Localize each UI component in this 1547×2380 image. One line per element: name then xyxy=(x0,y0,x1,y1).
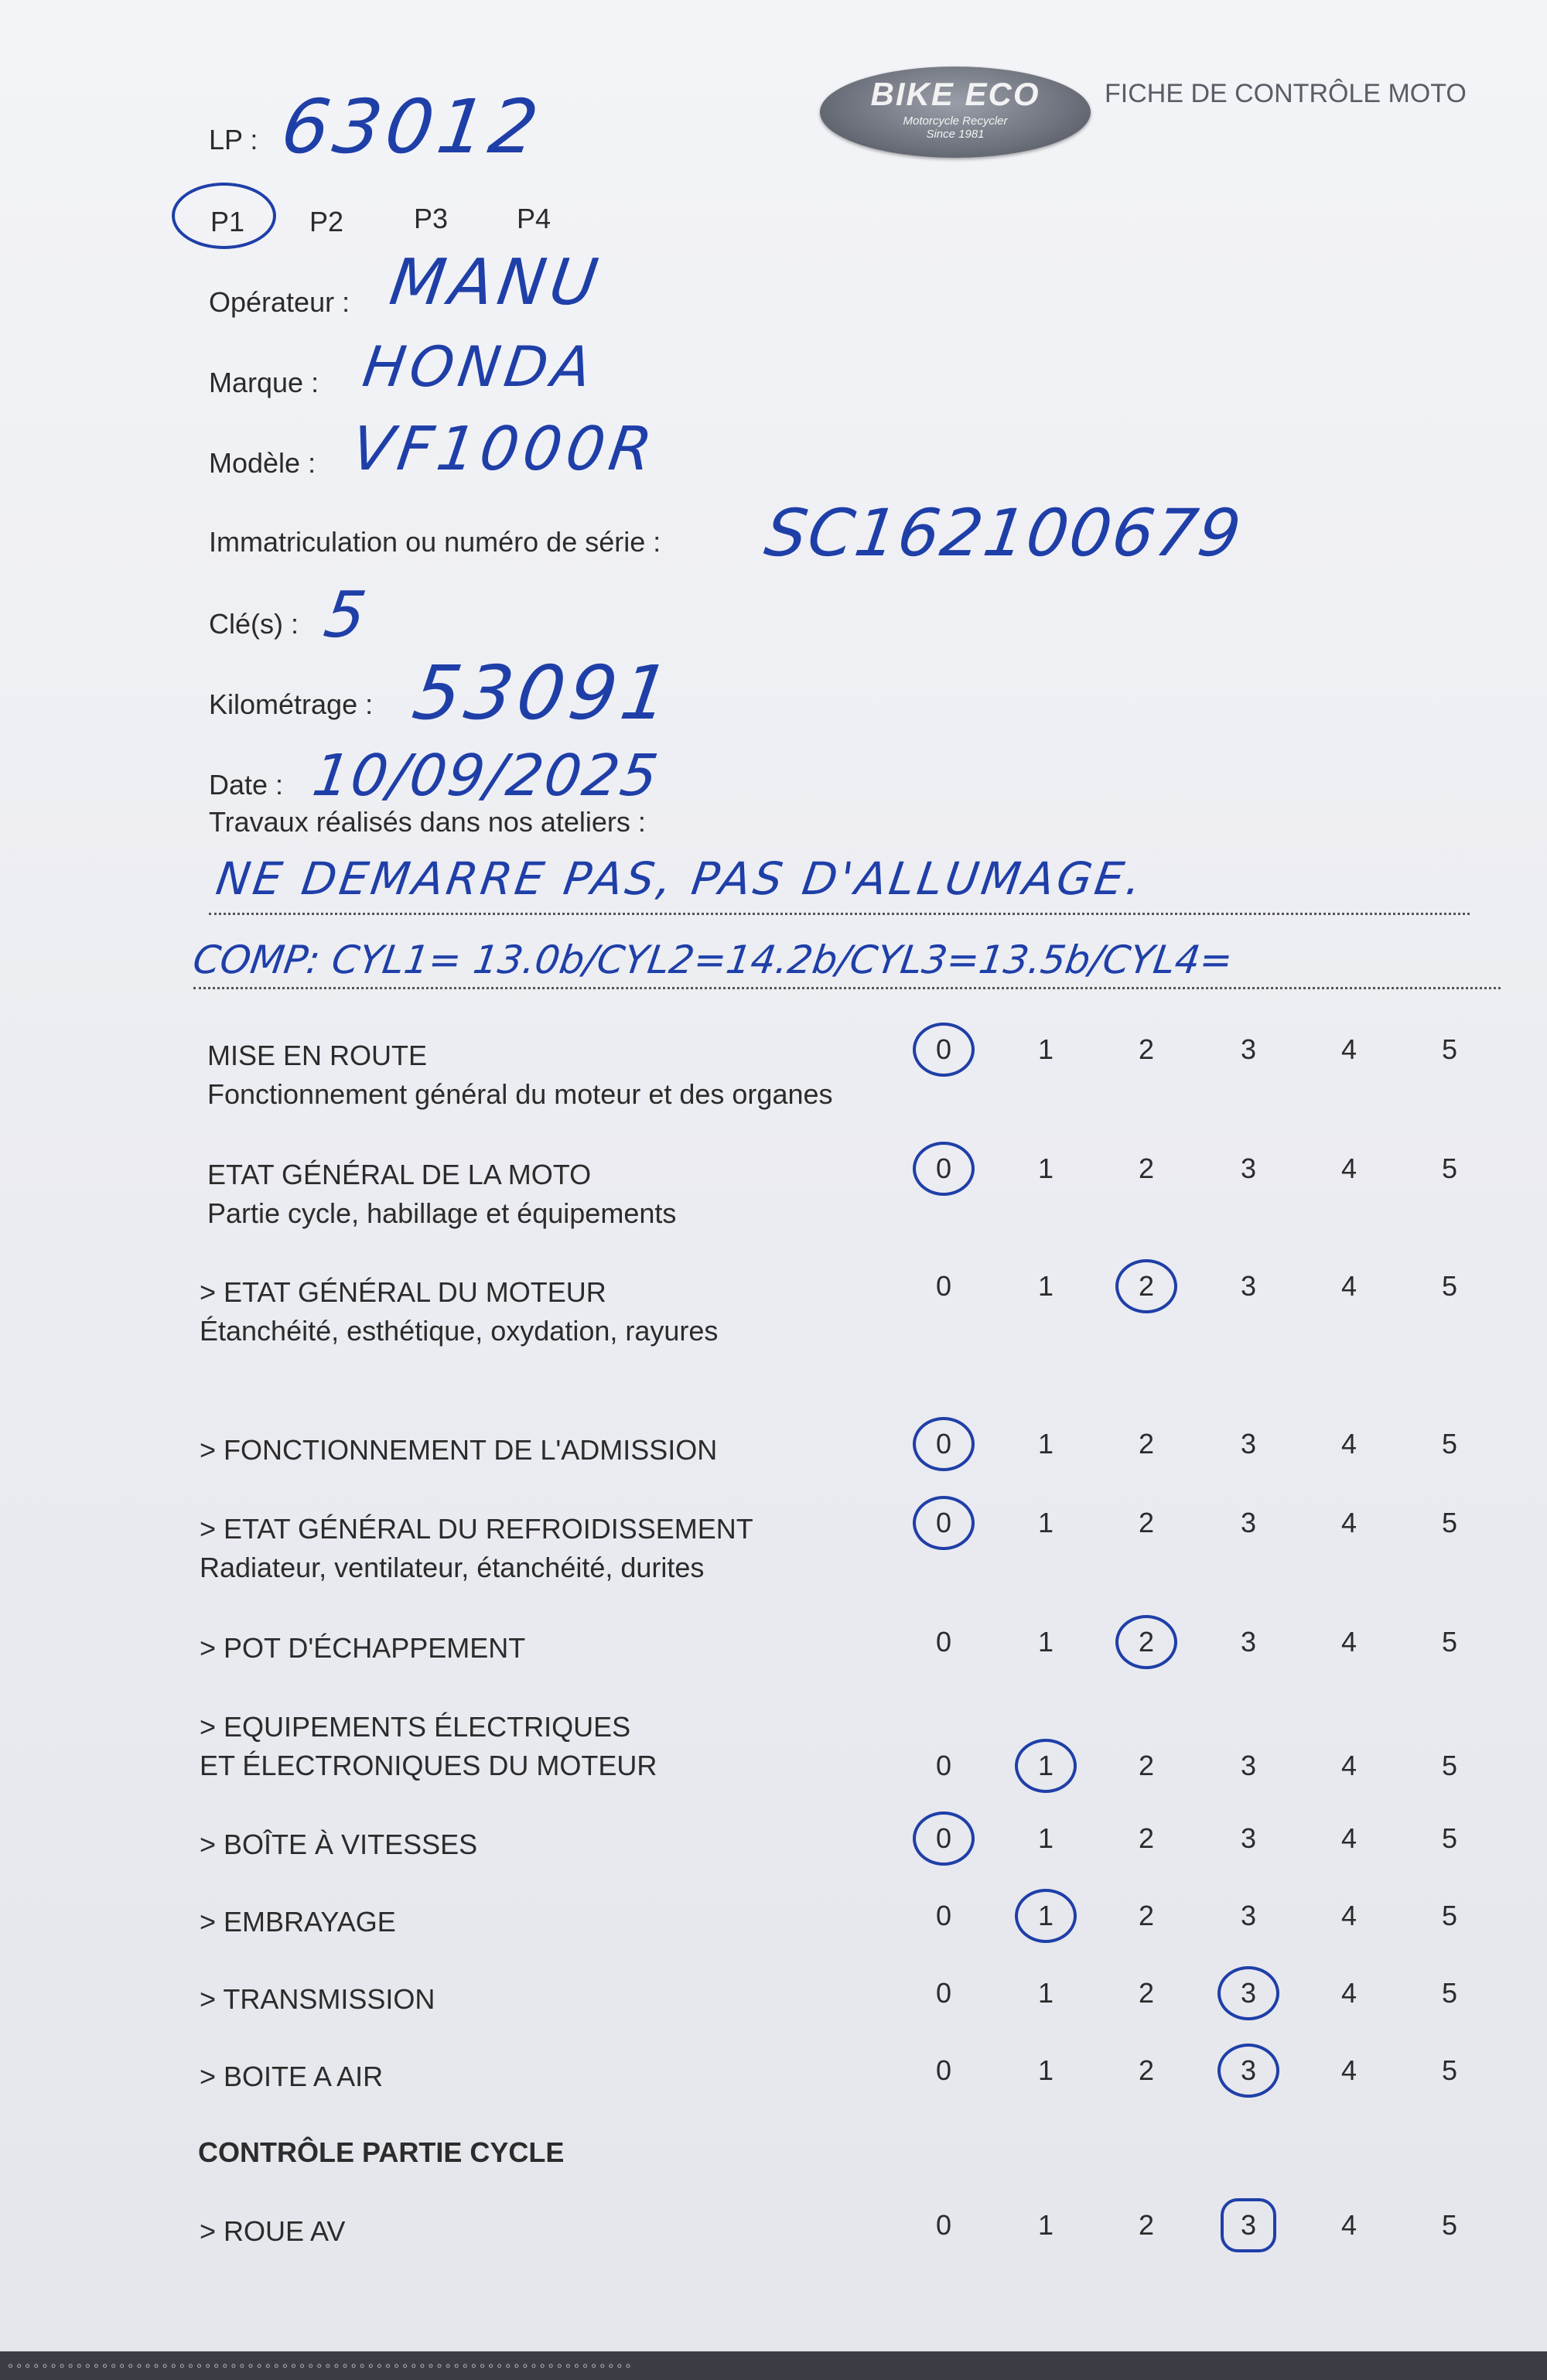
score-option: 0 xyxy=(935,1507,952,1538)
score-option: 1 xyxy=(1037,2209,1054,2241)
score-option: 2 xyxy=(1138,1033,1155,1065)
check-title: > ETAT GÉNÉRAL DU REFROIDISSEMENT xyxy=(200,1513,753,1545)
score-option: 0 xyxy=(935,1822,952,1854)
cles-value: 5 xyxy=(319,579,375,652)
score-option: 3 xyxy=(1240,1626,1257,1658)
score-option: 4 xyxy=(1340,1270,1357,1302)
lp-label: LP : xyxy=(209,124,258,155)
score-option: 5 xyxy=(1441,1822,1458,1854)
operateur-value: MANU xyxy=(385,246,606,319)
score-option: 3 xyxy=(1240,2209,1257,2241)
score-option: 1 xyxy=(1037,1822,1054,1854)
score-option: 5 xyxy=(1441,2209,1458,2241)
score-option: 5 xyxy=(1441,2054,1458,2086)
position-p1: P1 xyxy=(210,206,245,237)
check-title: > ETAT GÉNÉRAL DU MOTEUR xyxy=(200,1276,606,1308)
score-option: 4 xyxy=(1340,1507,1357,1538)
score-selection-mark xyxy=(913,1811,975,1866)
score-option: 5 xyxy=(1441,1977,1458,2009)
section-cycle-heading: CONTRÔLE PARTIE CYCLE xyxy=(198,2136,565,2168)
score-selection-mark xyxy=(1217,1966,1279,2020)
score-option: 4 xyxy=(1340,1033,1357,1065)
check-title: > TRANSMISSION xyxy=(200,1983,435,2015)
immat-label: Immatriculation ou numéro de série : xyxy=(209,526,661,558)
score-option: 0 xyxy=(935,1033,952,1065)
score-option: 3 xyxy=(1240,1822,1257,1854)
score-option: 2 xyxy=(1138,1900,1155,1931)
score-option: 4 xyxy=(1340,2054,1357,2086)
check-subtitle: Fonctionnement général du moteur et des organes xyxy=(207,1078,833,1110)
score-option: 5 xyxy=(1441,1033,1458,1065)
score-option: 5 xyxy=(1441,1152,1458,1184)
score-option: 0 xyxy=(935,1270,952,1302)
position-selection-circle xyxy=(172,183,276,249)
modele-value: VF1000R xyxy=(347,415,661,484)
score-option: 1 xyxy=(1037,1428,1054,1460)
score-option: 3 xyxy=(1240,1428,1257,1460)
score-selection-mark xyxy=(1015,1739,1077,1793)
score-option: 2 xyxy=(1138,1152,1155,1184)
score-option: 2 xyxy=(1138,1977,1155,2009)
score-option: 2 xyxy=(1138,1507,1155,1538)
travaux-line-1: NE DEMARRE PAS, PAS D'ALLUMAGE. xyxy=(213,852,1148,905)
check-title: > EMBRAYAGE xyxy=(200,1906,396,1938)
score-option: 1 xyxy=(1037,1152,1054,1184)
score-option: 1 xyxy=(1037,1900,1054,1931)
score-option: 0 xyxy=(935,1428,952,1460)
score-option: 3 xyxy=(1240,1977,1257,2009)
score-option: 3 xyxy=(1240,1900,1257,1931)
score-option: 2 xyxy=(1138,1750,1155,1781)
score-option: 4 xyxy=(1340,1750,1357,1781)
position-p2: P2 xyxy=(309,206,344,237)
score-option: 3 xyxy=(1240,1152,1257,1184)
score-option: 0 xyxy=(935,1900,952,1931)
score-option: 2 xyxy=(1138,2209,1155,2241)
immat-value: SC162100679 xyxy=(760,495,1247,571)
score-option: 2 xyxy=(1138,1428,1155,1460)
km-value: 53091 xyxy=(408,650,680,736)
score-selection-mark xyxy=(913,1142,975,1196)
score-option: 5 xyxy=(1441,1507,1458,1538)
score-option: 0 xyxy=(935,2209,952,2241)
travaux-label: Travaux réalisés dans nos ateliers : xyxy=(209,806,646,838)
score-selection-mark xyxy=(913,1496,975,1550)
score-selection-mark xyxy=(913,1023,975,1077)
score-option: 4 xyxy=(1340,1822,1357,1854)
score-option: 2 xyxy=(1138,1270,1155,1302)
check-title: ETAT GÉNÉRAL DE LA MOTO xyxy=(207,1159,592,1190)
binder-strip: ◦◦◦◦◦◦◦◦◦◦◦◦◦◦◦◦◦◦◦◦◦◦◦◦◦◦◦◦◦◦◦◦◦◦◦◦◦◦◦◦◦◦◦◦◦◦◦◦◦◦◦◦◦◦◦◦◦◦◦◦◦◦◦◦◦◦◦◦◦◦◦◦◦ xyxy=(0,2351,1547,2380)
score-option: 0 xyxy=(935,1152,952,1184)
travaux-line-1-rule xyxy=(209,913,1470,915)
cles-label: Clé(s) : xyxy=(209,608,299,640)
check-subtitle: Radiateur, ventilateur, étanchéité, durites xyxy=(200,1552,705,1583)
check-title: > ROUE AV xyxy=(200,2215,346,2247)
km-label: Kilométrage : xyxy=(209,688,374,720)
score-option: 4 xyxy=(1340,1626,1357,1658)
score-option: 1 xyxy=(1037,1033,1054,1065)
score-option: 3 xyxy=(1240,2054,1257,2086)
marque-label: Marque : xyxy=(209,367,319,398)
lp-value: 63012 xyxy=(276,84,548,170)
score-option: 5 xyxy=(1441,1900,1458,1931)
score-option: 3 xyxy=(1240,1033,1257,1065)
check-title: > FONCTIONNEMENT DE L'ADMISSION xyxy=(200,1434,718,1466)
score-option: 3 xyxy=(1240,1750,1257,1781)
travaux-line-2: COMP: CYL1= 13.0b/CYL2=14.2b/CYL3=13.5b/CYL4= xyxy=(190,937,1236,982)
score-option: 5 xyxy=(1441,1750,1458,1781)
score-option: 0 xyxy=(935,2054,952,2086)
score-option: 4 xyxy=(1340,1428,1357,1460)
position-p3: P3 xyxy=(414,203,449,234)
score-selection-mark xyxy=(1115,1259,1177,1313)
modele-label: Modèle : xyxy=(209,447,316,479)
score-option: 2 xyxy=(1138,1822,1155,1854)
score-option: 4 xyxy=(1340,1900,1357,1931)
travaux-line-2-rule xyxy=(193,987,1501,989)
check-subtitle: Partie cycle, habillage et équipements xyxy=(207,1197,677,1229)
date-value: 10/09/2025 xyxy=(308,743,664,809)
check-subtitle: Étanchéité, esthétique, oxydation, rayures xyxy=(200,1315,719,1347)
score-selection-mark xyxy=(1015,1889,1077,1943)
score-option: 1 xyxy=(1037,2054,1054,2086)
check-title: > BOITE A AIR xyxy=(200,2061,384,2092)
check-title: > EQUIPEMENTS ÉLECTRIQUES xyxy=(200,1711,631,1743)
score-option: 1 xyxy=(1037,1270,1054,1302)
check-title: > POT D'ÉCHAPPEMENT xyxy=(200,1632,526,1664)
sheet-title: FICHE DE CONTRÔLE MOTO xyxy=(1105,79,1467,108)
check-title: MISE EN ROUTE xyxy=(207,1040,428,1071)
score-option: 3 xyxy=(1240,1507,1257,1538)
score-option: 5 xyxy=(1441,1626,1458,1658)
operateur-label: Opérateur : xyxy=(209,286,350,318)
score-option: 2 xyxy=(1138,2054,1155,2086)
score-option: 0 xyxy=(935,1977,952,2009)
score-selection-mark xyxy=(1115,1615,1177,1669)
score-option: 4 xyxy=(1340,2209,1357,2241)
marque-value: HONDA xyxy=(359,334,600,399)
position-p4: P4 xyxy=(517,203,552,234)
score-selection-mark xyxy=(1221,2198,1276,2252)
score-option: 2 xyxy=(1138,1626,1155,1658)
score-option: 1 xyxy=(1037,1507,1054,1538)
check-title: > BOÎTE À VITESSES xyxy=(200,1829,478,1860)
score-selection-mark xyxy=(913,1417,975,1471)
score-selection-mark xyxy=(1217,2044,1279,2098)
score-option: 3 xyxy=(1240,1270,1257,1302)
date-label: Date : xyxy=(209,769,284,801)
score-option: 4 xyxy=(1340,1152,1357,1184)
score-option: 4 xyxy=(1340,1977,1357,2009)
score-option: 0 xyxy=(935,1750,952,1781)
bike-eco-logo: BIKE ECO Motorcycle Recycler Since 1981 xyxy=(820,67,1091,158)
score-option: 5 xyxy=(1441,1270,1458,1302)
score-option: 0 xyxy=(935,1626,952,1658)
score-option: 1 xyxy=(1037,1626,1054,1658)
check-subtitle: ET ÉLECTRONIQUES DU MOTEUR xyxy=(200,1750,657,1781)
score-option: 1 xyxy=(1037,1977,1054,2009)
score-option: 5 xyxy=(1441,1428,1458,1460)
score-option: 1 xyxy=(1037,1750,1054,1781)
